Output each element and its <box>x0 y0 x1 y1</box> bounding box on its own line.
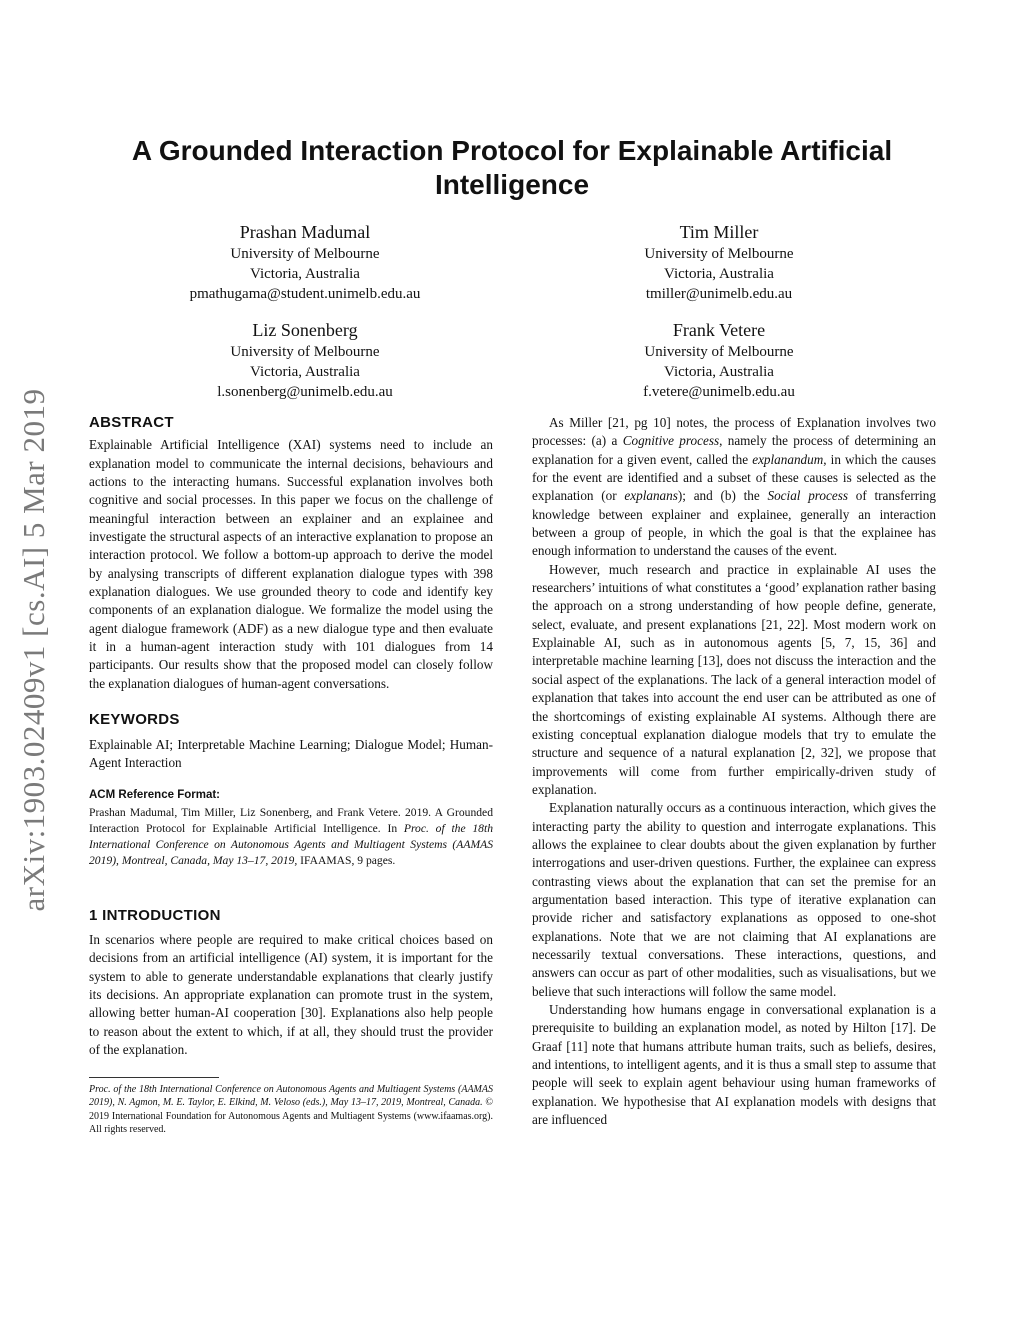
paper-title: A Grounded Interaction Protocol for Explainable Artificial Intelligence <box>131 135 893 200</box>
term-explanandum: explanandum <box>752 451 824 467</box>
right-column <box>532 414 936 1129</box>
term-social-process: Social process <box>767 488 848 504</box>
author-name: Tim Miller <box>679 222 759 242</box>
author-affiliation: University of Melbourne <box>644 344 794 360</box>
right-paragraph-2: However, much research and practice in explainable AI uses the researchers’ intuitions of what constitutes a ‘good’ explanation rather basing the approach on a strong understanding of how people define, generate, select, evaluate, and present explanations [21, 22]. Most modern work on Explainable AI, such as in autonomous agents [5, 7, 15, 36] and interpretable machine learning [13], does not discuss the interaction and the social aspect of the explanations. The lack of a general interaction model of explanation that takes into account the end user can be attributed as one of the shortcomings of existing explainable AI systems. Although there are existing conceptual explanation dialogue models that try to emulate the structure and sequence of a natural explanation [2, 32], we propose that improvements will come from further empirically-driven study of explanation. <box>532 561 936 797</box>
text-span: , in which the causes for the event are identified and a subset of these causes is selected as the explanation (or <box>532 451 937 504</box>
author-email: l.sonenberg@unimelb.edu.au <box>217 384 393 400</box>
author-name: Prashan Madumal <box>239 222 371 242</box>
author-location: Victoria, Australia <box>250 266 360 282</box>
acm-reference-tail: IFAAMAS, 9 pages. <box>297 853 396 867</box>
keywords-heading: KEYWORDS <box>89 711 180 729</box>
author-affiliation: University of Melbourne <box>230 246 380 262</box>
acm-reference-venue: Proc. of the 18th International Conference on Autonomous Agents and Multiagent Systems (AAMAS 2019), Montreal, Canada, May 13–17, 2019, <box>89 821 493 867</box>
author-location: Victoria, Australia <box>250 364 360 380</box>
introduction-paragraph-1: In scenarios where people are required to make critical choices based on decisions from an artificial intelligence (AI) system, it is important for the system to able to generate understandable explanations that clearly justify its decisions. An appropriate explanation can promote trust in the system, allowing better human-AI cooperation [30]. Explanations also help people to reason about the extent to which, if at all, they should trust the provider of the explanation. <box>89 931 493 1057</box>
acm-reference-heading: ACM Reference Format: <box>89 789 220 802</box>
author-block-2 <box>509 220 929 304</box>
author-affiliation: University of Melbourne <box>644 246 794 262</box>
author-email: tmiller@unimelb.edu.au <box>645 286 793 302</box>
keywords-text: Explainable AI; Interpretable Machine Learning; Dialogue Model; Human-Agent Interaction <box>89 736 493 770</box>
author-location: Victoria, Australia <box>664 364 774 380</box>
arxiv-sidebar-stamp <box>14 360 54 940</box>
left-column <box>89 414 493 1136</box>
footnote-rest: © 2019 International Foundation for Autonomous Agents and Multiagent Systems (www.ifaamas.org). All rights reserved. <box>89 1097 494 1135</box>
acm-reference <box>89 786 493 868</box>
term-cognitive-process: Cognitive process <box>622 433 720 449</box>
arxiv-id: arXiv:1903.02409v1 [cs.AI] 5 Mar 2019 <box>16 388 51 912</box>
author-email: pmathugama@student.unimelb.edu.au <box>189 286 421 302</box>
text-span: , namely the process of determining an explanation for a given event, called the <box>532 433 936 467</box>
author-block-1 <box>95 220 515 304</box>
author-block-4 <box>509 318 929 402</box>
footnote-rule <box>89 1077 219 1078</box>
abstract-text: Explainable Artificial Intelligence (XAI) systems need to include an explanation model to communicate the internal decisions, behaviours and actions to the interacting humans. Successful explanation involves both cognitive and social processes. In this paper we focus on the challenge of meaningful interaction between an explainer and an explainee and investigate the structural aspects of an interactive explanation to propose an interaction protocol. We follow a bottom-up approach to derive the model by analysing transcripts of different explanation dialogue types with 398 explanation dialogues. We use grounded theory to code and identify key components of an explanation dialogue. We formalize the model using the agent dialogue framework (ADF) as a new dialogue type and then evaluate it in a human-agent interaction study with 101 dialogues from 14 participants. Our results show that the proposed model can closely follow the explanation dialogues of human-agent conversations. <box>89 437 493 691</box>
author-name: Frank Vetere <box>672 320 766 340</box>
author-block-3 <box>95 318 515 402</box>
term-explanans: explanans <box>624 488 678 504</box>
author-location: Victoria, Australia <box>664 266 774 282</box>
right-paragraph-4: Understanding how humans engage in conversational explanation is a prerequisite to building an explanation model, as noted by Hilton [17]. De Graaf [11] note that humans attribute human traits, such as beliefs, desires, and intentions, to intelligent agents, and it is thus a small step to assume that people will seek to explain agent behaviour using human frameworks of explanation. We hypothesise that AI explanation models with designs that are influenced <box>532 1002 936 1128</box>
text-span: ); and (b) the <box>677 488 768 504</box>
footnote-text <box>89 1083 493 1136</box>
text-span: of transferring knowledge between explainer and explainee, generally an interaction between a group of people, in which the goal is that the explainee has enough information to understand the causes of the event. <box>532 488 936 559</box>
footnote-block <box>89 1077 493 1136</box>
abstract-heading: ABSTRACT <box>89 414 174 431</box>
acm-reference-text <box>89 805 493 869</box>
introduction-heading: 1 INTRODUCTION <box>89 906 221 924</box>
right-paragraph-3: Explanation naturally occurs as a continuous interaction, which gives the interacting party the ability to question and interrogate explanations. This allows the explainee to clear doubts about the given explanation by further interrogations and user-driven questions. Further, the explainee can express contrasting views about the explanation that can set the premise for an argumentation based interaction. This type of iterative explanation can provide richer and satisfactory explanations as opposed to one-shot explanations. Note that we are not claiming that AI explanations are necessarily textual conversations. These interactions, questions, and answers can occur as part of other modalities, such as visualisations, but we believe that such interactions will follow the same model. <box>532 800 936 999</box>
author-email: f.vetere@unimelb.edu.au <box>643 384 795 400</box>
footnote-italic: Proc. of the 18th International Conference on Autonomous Agents and Multiagent Systems (AAMAS 2019), N. Agmon, M. E. Taylor, E. Elkind, M. Veloso (eds.), May 13–17, 2019, Montreal, Canada. <box>89 1084 493 1109</box>
acm-reference-authors: Prashan Madumal, Tim Miller, Liz Sonenberg, and Frank Vetere. 2019. A Grounded Interaction Protocol for Explainable Artificial Intelligence. In <box>89 805 493 835</box>
text-span: As Miller [21, pg 10] notes, the process of Explanation involves two processes: (a) a <box>532 415 936 449</box>
author-name: Liz Sonenberg <box>252 320 358 340</box>
right-paragraph-1 <box>532 414 936 561</box>
author-affiliation: University of Melbourne <box>230 344 380 360</box>
